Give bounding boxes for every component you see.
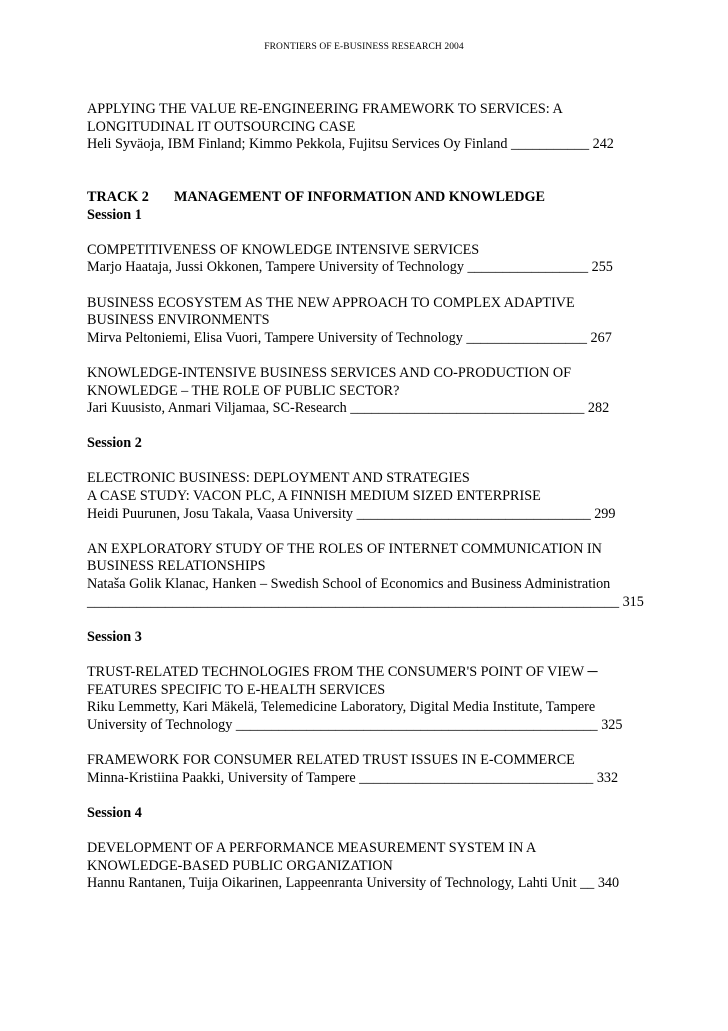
entry-title-line: COMPETITIVENESS OF KNOWLEDGE INTENSIVE SERVICES bbox=[87, 241, 480, 258]
session-label: Session 1 bbox=[87, 206, 142, 223]
toc-entry bbox=[87, 295, 647, 348]
toc-entry bbox=[87, 752, 647, 787]
entry-title-line: LONGITUDINAL IT OUTSOURCING CASE bbox=[87, 118, 356, 135]
session-label: Session 2 bbox=[87, 435, 142, 452]
entry-title-line: DEVELOPMENT OF A PERFORMANCE MEASUREMENT SYSTEM IN A bbox=[87, 839, 537, 856]
entry-title-line: FEATURES SPECIFIC TO E-HEALTH SERVICES bbox=[87, 681, 386, 698]
entry-authors-line: Mirva Peltoniemi, Elisa Vuori, Tampere University of Technology _________________ 267 bbox=[87, 329, 612, 346]
track-heading bbox=[87, 189, 647, 207]
entry-title-line: FRAMEWORK FOR CONSUMER RELATED TRUST ISSUES IN E-COMMERCE bbox=[87, 751, 575, 768]
toc-entry bbox=[87, 470, 647, 523]
entry-title-line: KNOWLEDGE-BASED PUBLIC ORGANIZATION bbox=[87, 857, 393, 874]
track-title: MANAGEMENT OF INFORMATION AND KNOWLEDGE bbox=[174, 188, 545, 205]
toc-entry bbox=[87, 840, 647, 893]
entry-authors-line: Minna-Kristiina Paakki, University of Tampere _________________________________ 332 bbox=[87, 769, 619, 786]
entry-title-line: TRUST-RELATED TECHNOLOGIES FROM THE CONSUMER'S POINT OF VIEW ─ bbox=[87, 664, 598, 680]
track-number: TRACK 2 bbox=[87, 188, 149, 205]
entry-title-line: BUSINESS ECOSYSTEM AS THE NEW APPROACH TO COMPLEX ADAPTIVE bbox=[87, 294, 575, 311]
toc-entry bbox=[87, 365, 647, 418]
entry-authors-line: Hannu Rantanen, Tuija Oikarinen, Lappeenranta University of Technology, Lahti Unit __ 340 bbox=[87, 875, 620, 892]
entry-title-line: BUSINESS ENVIRONMENTS bbox=[87, 312, 270, 329]
toc-entry bbox=[87, 664, 647, 734]
entry-authors-line: Nataša Golik Klanac, Hanken – Swedish School of Economics and Business Administration bbox=[87, 576, 611, 593]
session-label: Session 3 bbox=[87, 628, 142, 645]
entry-authors-line: University of Technology ___________________________________________________ 325 bbox=[87, 716, 623, 733]
entry-authors-line: Jari Kuusisto, Anmari Viljamaa, SC-Research _________________________________ 282 bbox=[87, 400, 610, 417]
running-header: FRONTIERS OF E-BUSINESS RESEARCH 2004 bbox=[264, 42, 464, 52]
entry-authors-line: Heli Syväoja, IBM Finland; Kimmo Pekkola, Fujitsu Services Oy Finland ___________ 242 bbox=[87, 136, 614, 153]
entry-authors-line: Riku Lemmetty, Kari Mäkelä, Telemedicine Laboratory, Digital Media Institute, Tampere bbox=[87, 699, 596, 716]
entry-title-line: APPLYING THE VALUE RE-ENGINEERING FRAMEWORK TO SERVICES: A bbox=[87, 101, 563, 117]
toc-entry bbox=[87, 101, 647, 154]
entry-title-line: KNOWLEDGE – THE ROLE OF PUBLIC SECTOR? bbox=[87, 382, 400, 399]
entry-authors-line: Marjo Haataja, Jussi Okkonen, Tampere University of Technology _________________ 255 bbox=[87, 259, 613, 276]
session-label: Session 4 bbox=[87, 804, 142, 821]
entry-title-line: BUSINESS RELATIONSHIPS bbox=[87, 558, 266, 575]
toc-entry bbox=[87, 541, 647, 611]
toc-entry bbox=[87, 242, 647, 277]
entry-title-line: ELECTRONIC BUSINESS: DEPLOYMENT AND STRATEGIES bbox=[87, 470, 470, 487]
entry-title-line: AN EXPLORATORY STUDY OF THE ROLES OF INTERNET COMMUNICATION IN bbox=[87, 540, 602, 557]
entry-title-line: KNOWLEDGE-INTENSIVE BUSINESS SERVICES AND CO-PRODUCTION OF bbox=[87, 364, 572, 381]
toc-content bbox=[87, 101, 647, 893]
entry-authors-line: ___________________________________________________________________________ 315 bbox=[87, 593, 644, 610]
entry-authors-line: Heidi Puurunen, Josu Takala, Vaasa University _________________________________ 299 bbox=[87, 505, 616, 522]
entry-title-line: A CASE STUDY: VACON PLC, A FINNISH MEDIUM SIZED ENTERPRISE bbox=[87, 488, 541, 505]
